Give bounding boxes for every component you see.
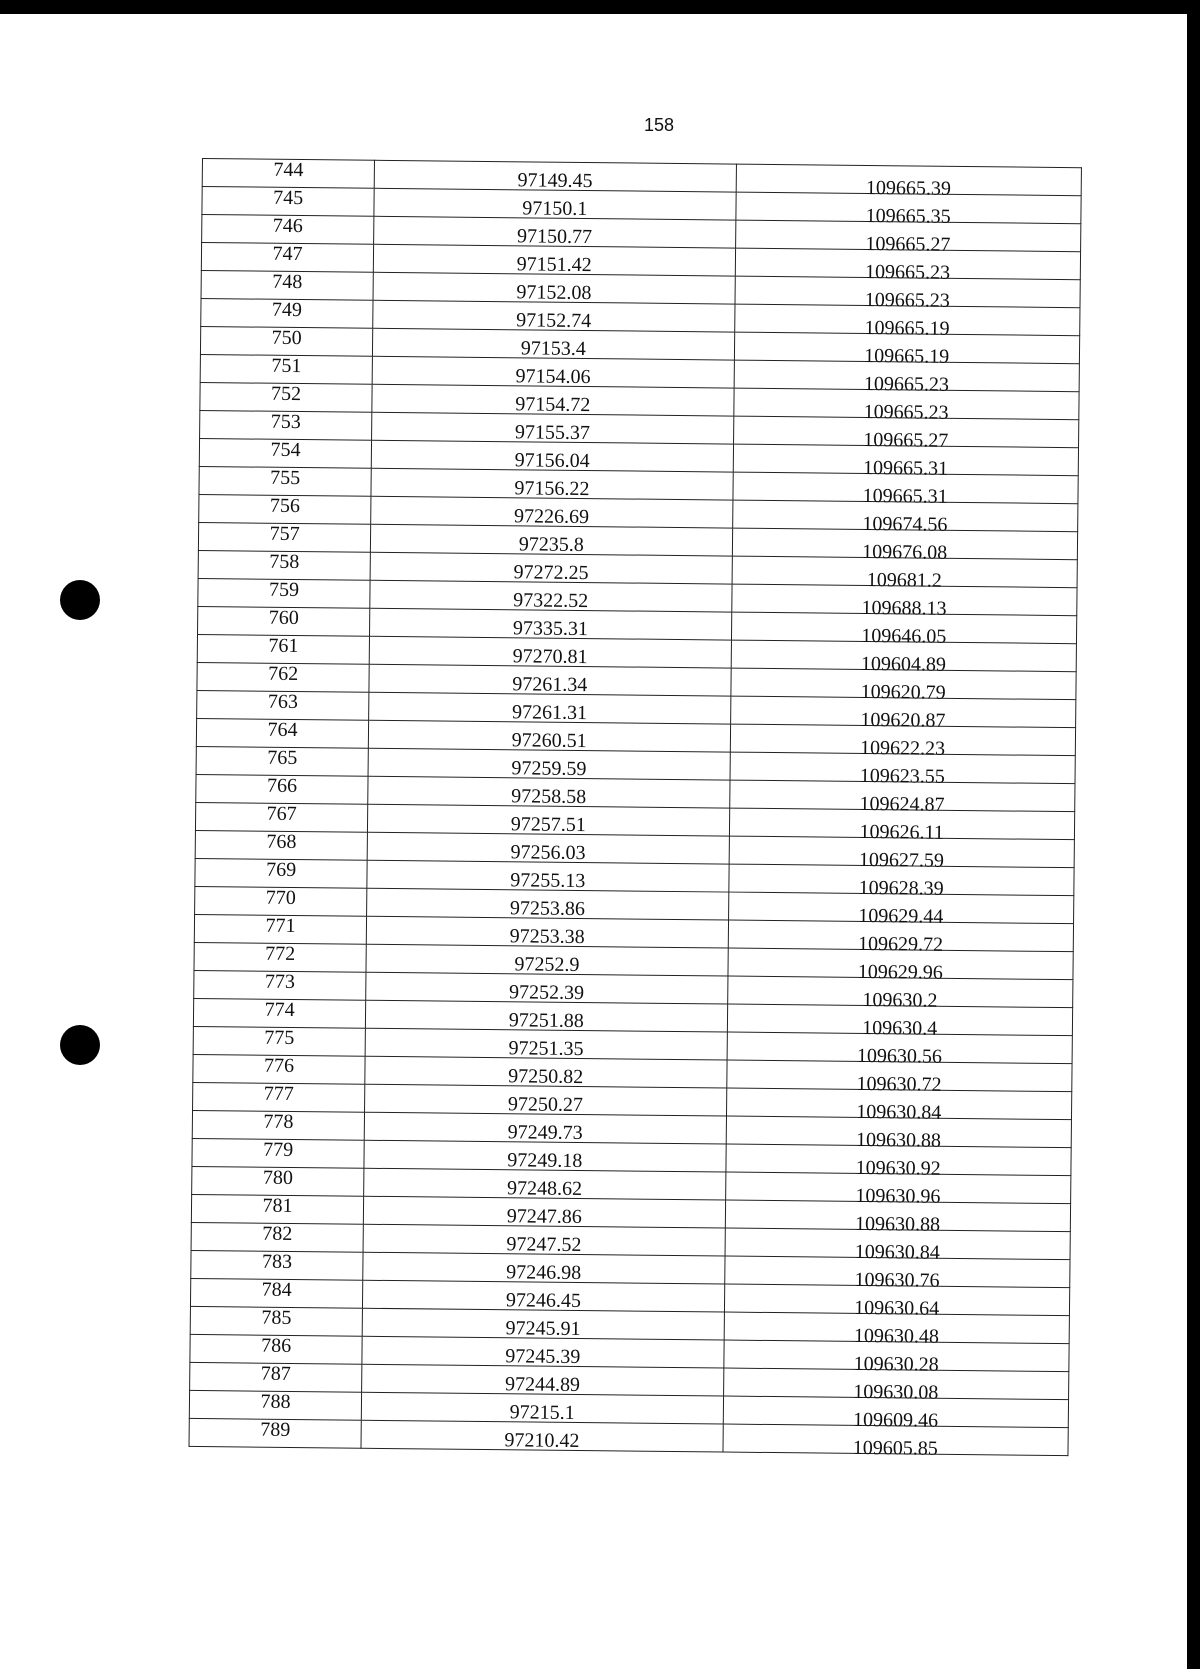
y-coordinate-text: 109665.19	[864, 344, 950, 368]
x-coordinate-text: 97255.13	[510, 869, 586, 893]
x-coordinate-text: 97245.39	[505, 1345, 581, 1369]
x-coordinate-text: 97250.27	[507, 1093, 584, 1117]
x-coordinate-text: 97251.35	[508, 1037, 584, 1061]
y-coordinate-text: 109665.23	[863, 400, 949, 424]
x-coordinate-text: 97253.86	[509, 897, 586, 921]
scan-border-top	[0, 0, 1200, 14]
y-coordinate-text: 109665.35	[865, 204, 951, 228]
point-number-cell	[199, 494, 371, 524]
point-number-text: 754	[270, 438, 301, 462]
y-coordinate-text: 109630.08	[853, 1380, 939, 1404]
x-coordinate-text: 97261.31	[511, 701, 588, 725]
y-coordinate-cell	[736, 164, 1082, 200]
y-coordinate-text: 109665.19	[864, 316, 950, 340]
x-coordinate-text: 97154.06	[515, 365, 591, 389]
y-coordinate-text: 109627.59	[858, 848, 945, 872]
x-coordinate-text: 97152.08	[516, 281, 592, 305]
point-number-text: 775	[264, 1026, 295, 1050]
x-coordinate-text: 97156.22	[514, 477, 590, 501]
point-number-cell	[200, 382, 372, 412]
point-number-text: 781	[262, 1194, 293, 1218]
point-number-text: 762	[268, 662, 299, 686]
point-number-cell	[198, 606, 370, 636]
point-number-cell	[190, 1362, 362, 1392]
y-coordinate-text: 109624.87	[859, 792, 945, 816]
point-number-text: 786	[261, 1334, 292, 1357]
point-number-text: 770	[265, 886, 296, 910]
y-coordinate-text: 109622.23	[859, 736, 946, 760]
point-number-cell	[192, 1138, 364, 1168]
point-number-text: 746	[272, 214, 303, 238]
x-coordinate-text: 97248.62	[506, 1177, 583, 1201]
y-coordinate-text: 109681.2	[866, 568, 942, 592]
point-number-cell	[192, 1110, 364, 1140]
x-coordinate-text: 97153.4	[520, 337, 586, 361]
point-number-cell	[191, 1250, 363, 1280]
y-coordinate-text: 109623.55	[859, 764, 945, 788]
y-coordinate-text: 109665.23	[864, 288, 950, 312]
y-coordinate-text: 109665.31	[862, 484, 948, 508]
y-coordinate-text: 109665.27	[865, 232, 951, 256]
y-coordinate-text: 109630.92	[855, 1156, 941, 1180]
point-number-cell	[197, 662, 369, 692]
y-coordinate-text: 109646.05	[861, 624, 947, 648]
x-coordinate-text: 97261.34	[512, 673, 588, 697]
x-coordinate-text: 97247.86	[506, 1205, 582, 1229]
x-coordinate-text: 97272.25	[513, 561, 589, 585]
x-coordinate-text: 97226.69	[513, 505, 590, 529]
point-number-cell	[201, 243, 373, 273]
point-number-cell	[193, 1026, 365, 1056]
point-number-text: 766	[266, 774, 298, 798]
point-number-cell	[201, 270, 373, 300]
y-coordinate-text: 109604.89	[860, 652, 947, 676]
y-coordinate-text: 109630.96	[855, 1184, 941, 1208]
x-coordinate-text: 97322.52	[513, 589, 589, 613]
x-coordinate-cell	[374, 160, 736, 192]
point-number-cell	[197, 634, 369, 664]
punch-hole	[60, 580, 100, 620]
point-number-cell	[200, 410, 372, 440]
y-coordinate-text: 109629.44	[858, 904, 944, 928]
point-number-cell	[202, 159, 374, 189]
point-number-text: 785	[261, 1306, 292, 1329]
x-coordinate-text: 97210.42	[504, 1429, 580, 1453]
x-coordinate-text: 97253.38	[509, 925, 585, 949]
point-number-cell	[194, 914, 366, 944]
point-number-text: 749	[271, 298, 303, 322]
y-coordinate-text: 109630.4	[862, 1016, 938, 1040]
point-number-text: 776	[263, 1054, 295, 1078]
point-number-text: 789	[260, 1418, 291, 1441]
point-number-cell	[195, 886, 367, 916]
x-coordinate-text: 97250.82	[508, 1065, 584, 1089]
y-coordinate-text: 109688.13	[861, 596, 947, 620]
y-coordinate-text: 109630.88	[855, 1128, 942, 1152]
x-coordinate-text: 97151.42	[516, 253, 592, 277]
point-number-cell	[196, 718, 368, 748]
y-coordinate-text: 109630.56	[856, 1044, 942, 1068]
x-coordinate-text: 97245.91	[505, 1317, 581, 1341]
x-coordinate-text: 97150.77	[516, 225, 593, 249]
y-coordinate-text: 109630.88	[855, 1212, 941, 1236]
point-number-cell	[196, 774, 368, 804]
y-coordinate-text: 109630.64	[854, 1296, 940, 1320]
point-number-cell	[190, 1306, 362, 1336]
point-number-text: 752	[270, 382, 302, 406]
point-number-text: 764	[267, 718, 298, 742]
x-coordinate-text: 97244.89	[504, 1373, 581, 1397]
point-number-text: 787	[260, 1362, 291, 1385]
punch-hole	[60, 1025, 100, 1065]
point-number-text: 758	[269, 550, 300, 574]
y-coordinate-text: 109630.28	[853, 1352, 939, 1376]
point-number-text: 782	[262, 1222, 293, 1246]
point-number-text: 748	[272, 270, 303, 294]
point-number-text: 779	[263, 1138, 294, 1162]
x-coordinate-text: 97270.81	[512, 645, 588, 669]
y-coordinate-text: 109630.48	[853, 1324, 940, 1348]
point-number-text: 788	[260, 1390, 291, 1413]
x-coordinate-text: 97259.59	[511, 757, 587, 781]
y-coordinate-text: 109665.23	[864, 260, 951, 284]
point-number-cell	[198, 522, 370, 552]
y-coordinate-text: 109674.56	[862, 512, 948, 536]
point-number-cell	[193, 1082, 365, 1112]
point-number-cell	[190, 1278, 362, 1308]
point-number-text: 763	[267, 690, 299, 714]
x-coordinate-text: 97252.39	[508, 981, 585, 1005]
x-coordinate-text: 97258.58	[511, 785, 587, 809]
x-coordinate-text: 97251.88	[508, 1009, 584, 1033]
point-number-cell	[191, 1222, 363, 1252]
x-coordinate-text: 97246.98	[506, 1261, 582, 1285]
x-coordinate-text: 97150.1	[522, 197, 588, 221]
point-number-cell	[191, 1194, 363, 1224]
point-number-cell	[200, 326, 372, 356]
point-number-text: 771	[265, 914, 296, 938]
y-coordinate-text: 109609.46	[852, 1408, 939, 1432]
point-number-text: 745	[273, 186, 304, 210]
x-coordinate-text: 97249.18	[507, 1149, 583, 1173]
y-coordinate-text: 109665.39	[865, 176, 952, 200]
point-number-text: 772	[265, 942, 296, 966]
y-coordinate-text: 109676.08	[862, 540, 948, 564]
x-coordinate-text: 97156.04	[514, 449, 590, 473]
point-number-cell	[195, 830, 367, 860]
y-coordinate-text: 109665.31	[862, 456, 949, 480]
y-coordinate-text: 109629.72	[857, 932, 944, 956]
point-number-text: 765	[267, 746, 298, 770]
point-number-text: 778	[263, 1110, 294, 1134]
coordinates-table	[189, 158, 1082, 1460]
point-number-cell	[199, 438, 371, 468]
y-coordinate-text: 109630.84	[854, 1240, 940, 1264]
y-coordinate-text: 109629.96	[857, 960, 943, 984]
point-number-text: 773	[264, 970, 296, 994]
point-number-text: 757	[269, 522, 300, 546]
y-coordinate-text: 109630.2	[862, 988, 938, 1012]
point-number-text: 747	[272, 242, 303, 266]
point-number-cell	[202, 187, 374, 217]
x-coordinate-text: 97247.52	[506, 1233, 582, 1257]
point-number-cell	[201, 298, 373, 328]
x-coordinate-text: 97256.03	[510, 841, 586, 865]
x-coordinate-text: 97252.9	[514, 953, 580, 976]
point-number-cell	[199, 466, 371, 496]
page-number: 158	[643, 115, 675, 135]
point-number-text: 759	[268, 578, 300, 602]
point-number-text: 756	[269, 494, 301, 518]
point-number-text: 755	[270, 466, 301, 490]
x-coordinate-text: 97249.73	[507, 1121, 583, 1145]
point-number-text: 751	[271, 354, 302, 378]
scan-border-right	[1187, 0, 1200, 1669]
point-number-text: 768	[266, 830, 297, 854]
x-coordinate-text: 97257.51	[510, 813, 586, 837]
point-number-text: 769	[266, 858, 297, 882]
point-number-cell	[198, 578, 370, 608]
point-number-text: 774	[264, 998, 295, 1022]
point-number-text: 780	[262, 1166, 294, 1190]
point-number-cell	[200, 354, 372, 384]
x-coordinate-text: 97149.45	[517, 169, 593, 193]
y-coordinate-text: 109628.39	[858, 876, 944, 900]
y-coordinate-text: 109665.23	[863, 372, 950, 396]
point-number-text: 761	[268, 634, 299, 658]
point-number-cell	[202, 215, 374, 245]
point-number-cell	[194, 942, 366, 972]
y-coordinate-text: 109620.79	[860, 680, 946, 704]
x-coordinate-text: 97246.45	[505, 1289, 581, 1313]
y-coordinate-text: 109665.27	[863, 428, 949, 452]
point-number-cell	[193, 1054, 365, 1084]
x-coordinate-text: 97155.37	[514, 421, 591, 445]
y-coordinate-text: 109630.84	[856, 1100, 942, 1124]
x-coordinate-text: 97215.1	[509, 1401, 575, 1424]
y-coordinate-text: 109630.72	[856, 1072, 942, 1096]
point-number-text: 777	[263, 1082, 294, 1106]
y-coordinate-text: 109605.85	[852, 1436, 938, 1460]
y-coordinate-text: 109630.76	[854, 1268, 940, 1292]
point-number-text: 744	[273, 158, 304, 182]
point-number-cell	[190, 1334, 362, 1364]
x-coordinate-text: 97154.72	[515, 393, 591, 417]
point-number-cell	[189, 1418, 361, 1448]
x-coordinate-text: 97335.31	[512, 617, 589, 641]
point-number-cell	[193, 998, 365, 1028]
y-coordinate-text: 109626.11	[859, 820, 944, 844]
point-number-cell	[196, 746, 368, 776]
point-number-cell	[189, 1390, 361, 1420]
x-coordinate-text: 97235.8	[518, 533, 584, 557]
x-coordinate-text: 97152.74	[516, 309, 592, 333]
point-number-cell	[197, 690, 369, 720]
point-number-text: 753	[270, 410, 301, 434]
point-number-cell	[195, 802, 367, 832]
point-number-cell	[194, 970, 366, 1000]
point-number-text: 784	[261, 1278, 292, 1302]
x-coordinate-text: 97260.51	[511, 729, 587, 753]
point-number-text: 760	[268, 606, 299, 630]
point-number-text: 783	[261, 1250, 293, 1274]
point-number-cell	[195, 858, 367, 888]
point-number-text: 750	[271, 326, 302, 350]
point-number-cell	[192, 1166, 364, 1196]
y-coordinate-text: 109620.87	[860, 708, 946, 732]
point-number-text: 767	[266, 802, 297, 826]
point-number-cell	[198, 550, 370, 580]
